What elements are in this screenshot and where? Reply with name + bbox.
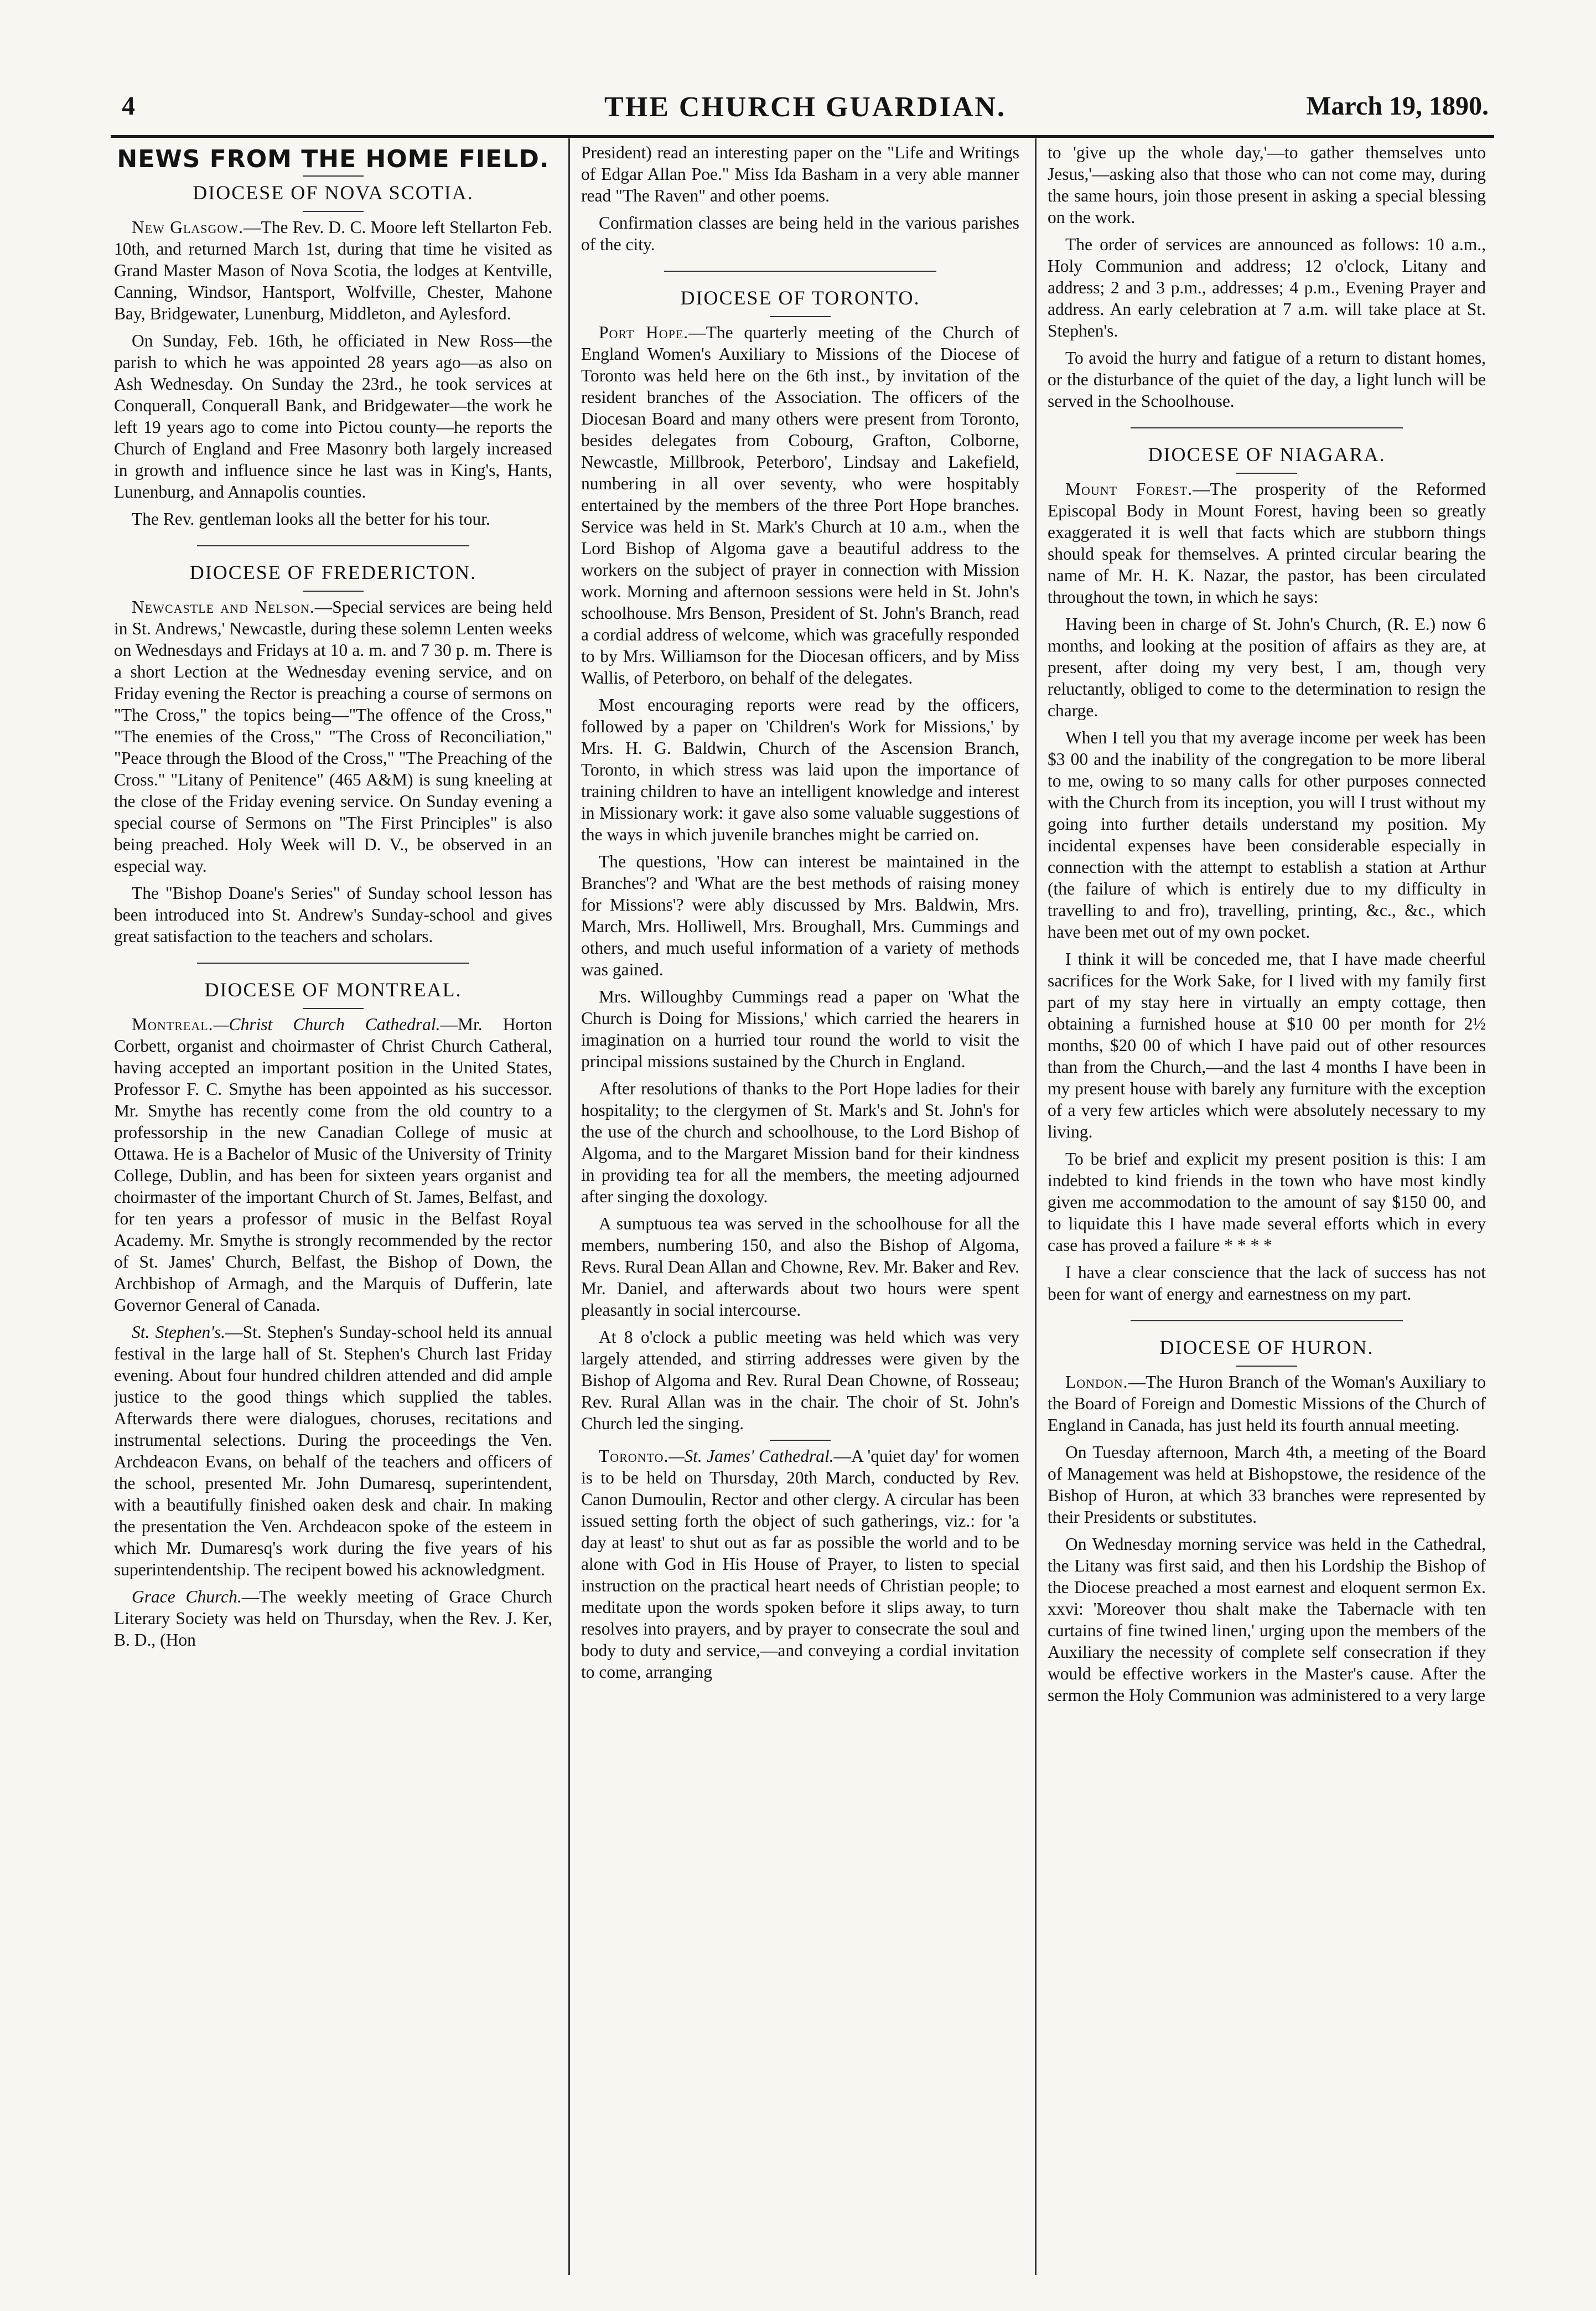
article-paragraph: At 8 o'clock a public meeting was held which was very largely attended, and stirring addresses were given by the Bishop of Algoma and Rev. Rural Dean Chowne, of Rosseau; Rev. Rural Allan was in the chair. The choir of St. John's Church led the singing. xyxy=(581,1327,1019,1433)
subheading: —Christ Church Cathedral. xyxy=(213,1015,441,1034)
article-paragraph: On Tuesday afternoon, March 4th, a meeting of the Board of Management was held at Bishopstowe, the residence of the Bishop of Huron, at which 33 branches were represented by their Presidents or substitutes. xyxy=(1048,1443,1486,1527)
article-paragraph: A sumptuous tea was served in the schoolhouse for all the members, numbering 150, and also the Bishop of Algoma, Revs. Rural Dean Allan and Chowne, Rev. Mr. Baker and Rev. Mr. Daniel, and afterwards about two hours were spent pleasantly in social intercourse. xyxy=(581,1214,1019,1320)
article-paragraph xyxy=(114,596,552,877)
page-number: 4 xyxy=(122,91,135,121)
article-paragraph: The Rev. gentleman looks all the better for his tour. xyxy=(132,509,490,529)
diocese-heading-fredericton: DIOCESE OF FREDERICTON. xyxy=(189,561,477,583)
article-paragraph xyxy=(1048,1371,1486,1436)
paragraph-text: —The prosperity of the Reformed Episcopal Body in Mount Forest, having been so greatly exaggerated it is well that facts which are stubborn things should speak for themselves. A printed circular bearing the name of Mr. H. K. Nazar, the pastor, has been circulated throughout the town, in which he says: xyxy=(1048,479,1486,607)
diocese-heading-niagara: DIOCESE OF NIAGARA. xyxy=(1148,443,1386,466)
dateline: Mount Forest. xyxy=(1065,479,1193,499)
article-paragraph: The order of services are announced as follows: 10 a.m., Holy Communion and address; 12 o'clock, Litany and address; 2 and 3 p.m., addresses; 4 p.m., Evening Prayer and address. An early celebration at 7 a.m. will take place at St. Stephen's. xyxy=(1048,235,1486,340)
dateline: Port Hope. xyxy=(599,323,689,342)
section-separator xyxy=(1131,427,1402,428)
article-paragraph: I think it will be conceded me, that I have made cheerful sacrifices for the Work Sake, for I lived with my family first part of my stay here in virtually an empty cottage, then obtaining a furnished house at $10 00 per month for 2½ months, $20 00 of which I have paid out of other resources than from the Church,—and the last 4 months I have been in my present house with barely any furniture with the exception of a very few articles which were absolutely necessary to my living. xyxy=(1048,949,1486,1141)
subheading: —St. James' Cathedral. xyxy=(669,1446,834,1466)
paragraph-text: —The Huron Branch of the Woman's Auxiliary to the Board of Foreign and Domestic Missions of the Church of England in Canada, has just held its fourth annual meeting. xyxy=(1048,1372,1486,1435)
paragraph-text: —A 'quiet day' for women is to be held on Thursday, 20th March, conducted by Rev. Canon Dumoulin, Rector and other clergy. A circular has been issued setting forth the object of such gatherings, viz.: for 'a day at least' to shut out as far as possible the world and to be alone with God in His House of Prayer, to listen to special instruction on the practical heart needs of Christian people; to meditate upon the words spoken before it slips away, to turn resolves into prayers, and by prayer to consecrate the soul and body to duty and service,—and conveying a cordial invitation to come, arranging xyxy=(581,1446,1019,1682)
paragraph-text: —The quarterly meeting of the Church of England Women's Auxiliary to Missions of the Diocese of Toronto was held here on the 6th inst., by invitation of the resident branches of the Association. The officers of the Diocesan Board and many others were present from Toronto, besides delegates from Cobourg, Grafton, Colborne, Newcastle, Millbrook, Peterboro', Lindsay and Lakefield, numbering in all over seventy, who were hospitably entertained by the members of the three Port Hope branches. Service was held in St. Mark's Church at 10 a.m., when the Lord Bishop of Algoma gave a beautiful address to the workers on the subject of prayer in connection with Mission work. Morning and afternoon sessions were held in St. John's schoolhouse. Mrs Benson, President of St. John's Branch, read a cordial address of welcome, which was gracefully responded to by Mrs. Williamson for the Diocesan officers, and by Miss Wallis, of Peterboro, on behalf of the delegates. xyxy=(581,323,1019,687)
diocese-heading-toronto: DIOCESE OF TORONTO. xyxy=(680,287,920,309)
dateline: Montreal. xyxy=(132,1015,214,1034)
paragraph-text: —Special services are being held in St. Andrews,' Newcastle, during these solemn Lenten weeks on Wednesdays and Fridays at 10 a. m. and 7 30 p. m. There is a short Lection at the Wednesday evening service, and on Friday evening the Rector is preaching a course of sermons on "The Cross," the topics being—"The offence of the Cross," "The enemies of the Cross," "The Cross of Reconciliation," "Peace through the Blood of the Cross," "The Preaching of the Cross." "Litany of Penitence" (465 A&M) is sung kneeling at the close of the Friday evening service. On Sunday evening a special course of Sermons on "The First Principles" is also being preached. Holy Week will D. V., be observed in an especial way. xyxy=(114,597,552,876)
paragraph-text: —The weekly meeting of Grace Church Literary Society was held on Thursday, when the Rev. J. Ker, B. D., (Hon xyxy=(114,1587,552,1650)
section-separator xyxy=(664,271,936,272)
article-paragraph: To be brief and explicit my present position is this: I am indebted to kind friends in the town who have most kindly given me accommodation to the amount of say $150 00, and to liquidate this I have made several efforts which in every case has proved a failure * * * * xyxy=(1048,1149,1486,1255)
article-paragraph: On Wednesday morning service was held in the Cathedral, the Litany was first said, and then his Lordship the Bishop of the Diocese preached a most earnest and eloquent sermon Ex. xxvi: 'Moreover thou shalt make the Tabernacle with ten curtains of fine twined linen,' urging upon the members of the Auxiliary the necessity of complete self consecration if they would be effective workers in the Master's cause. After the sermon the Holy Communion was administered to a very large xyxy=(1048,1534,1486,1705)
subheading: Grace Church. xyxy=(132,1587,242,1606)
article-paragraph xyxy=(581,1445,1019,1683)
section-separator xyxy=(197,963,469,964)
article-paragraph xyxy=(114,216,552,324)
divider xyxy=(303,591,364,592)
article-paragraph xyxy=(1048,478,1486,608)
divider xyxy=(770,316,831,317)
article-paragraph: On Sunday, Feb. 16th, he officiated in New Ross—the parish to which he was appointed 28 years ago—as also on Ash Wednesday. On Sunday the 23rd., he took services at Conquerall, Conquerall Bank, and Bridgewater—the work he left 19 years ago to come into Pictou county—he reports the Church of England and Free Masonry both largely increased in growth and influence since he last was in King's, Hants, Lunenburg, and Annapolis counties. xyxy=(114,331,552,502)
diocese-heading-huron: DIOCESE OF HURON. xyxy=(1159,1336,1374,1358)
diocese-heading-montreal: DIOCESE OF MONTREAL. xyxy=(204,979,462,1001)
divider xyxy=(1236,1366,1297,1367)
section-separator xyxy=(1131,1320,1402,1321)
masthead xyxy=(122,89,1489,133)
article-paragraph xyxy=(114,1014,552,1316)
article-paragraph: I have a clear conscience that the lack of success has not been for want of energy and earnestness on my part. xyxy=(1048,1263,1486,1304)
article-paragraph: to 'give up the whole day,'—to gather themselves unto Jesus,'—asking also that those who can not come may, during the same hours, join those present in asking a special blessing on the work. xyxy=(1048,143,1486,227)
paragraph-text: —Mr. Horton Corbett, organist and choirmaster of Christ Church Catheral, having accepted an important position in the United States, Professor F. C. Smythe has been appointed as his successor. Mr. Smythe has recently come from the old country to a professorship in the new Canadian College of music at Ottawa. He is a Bachelor of Music of the University of Trinity College, Dublin, and has been for sixteen years organist and choirmaster of the important Church of St. James, Belfast, and for ten years a professor of music in the Belfast Royal Academy. Mr. Smythe is strongly recommended by the rector of St. James' Church, Belfast, the Bishop of Down, the Archbishop of Armagh, and the Marquis of Dufferin, late Governor General of Canada. xyxy=(114,1015,552,1315)
divider xyxy=(303,1008,364,1009)
column-1 xyxy=(114,142,552,2278)
section-heading: NEWS FROM THE HOME FIELD. xyxy=(117,145,550,173)
article-paragraph: Mrs. Willoughby Cummings read a paper on 'What the Church is Doing for Missions,' which carried the hearers in imagination on a hurried tour round the world to visit the principal missions sustained by the Church in England. xyxy=(581,987,1019,1071)
dateline: London. xyxy=(1065,1372,1128,1392)
article-paragraph: After resolutions of thanks to the Port Hope ladies for their hospitality; to the clergymen of St. Mark's and St. John's for the use of the church and schoolhouse, to the Lord Bishop of Algoma, and to the Margaret Mission band for their kindness in providing tea for all the members, the meeting adjourned after singing the doxology. xyxy=(581,1079,1019,1206)
divider xyxy=(770,1440,831,1441)
article-paragraph: Confirmation classes are being held in the various parishes of the city. xyxy=(581,213,1019,254)
divider xyxy=(1236,473,1297,474)
article-paragraph: Having been in charge of St. John's Church, (R. E.) now 6 months, and looking at the position of affairs as they are, at present, after doing my very best, I am, though very reluctantly, obliged to come to the determination to resign the charge. xyxy=(1048,614,1486,720)
article-paragraph: The questions, 'How can interest be maintained in the Branches'? and 'What are the best methods of raising money for Missions'? were ably discussed by Mrs. Baldwin, Mrs. March, Mrs. Holliwell, Mrs. Broughall, Mrs. Cummings and others, and much useful information of a variety of methods was gained. xyxy=(581,852,1019,979)
article-paragraph: To avoid the hurry and fatigue of a return to distant homes, or the disturbance of the quiet of the day, a light lunch will be served in the Schoolhouse. xyxy=(1048,348,1486,411)
divider xyxy=(303,211,364,212)
article-paragraph xyxy=(581,322,1019,689)
dateline: Newcastle and Nelson. xyxy=(132,597,315,617)
subheading: St. Stephen's. xyxy=(132,1322,226,1342)
article-paragraph: The "Bishop Doane's Series" of Sunday school lesson has been introduced into St. Andrew's Sunday-school and gives great satisfaction to the teachers and scholars. xyxy=(114,883,552,946)
dateline: Toronto. xyxy=(599,1446,669,1466)
diocese-heading-nova-scotia: DIOCESE OF NOVA SCOTIA. xyxy=(193,182,474,204)
column-divider xyxy=(1035,138,1037,2275)
article-paragraph: When I tell you that my average income per week has been $3 00 and the inability of the congregation to be more liberal to me, owing to so many calls for other purposes connected with the Church from its inception, you will I trust without my going into further details understand my position. My incidental expenses have been considerable especially in connection with the attempt to establish a station at Arthur (the failure of which is entirely due to my difficulty in travelling to and fro), travelling, printing, &c., &c., which have been met out of my own pocket. xyxy=(1048,728,1486,942)
article-paragraph: President) read an interesting paper on the "Life and Writings of Edgar Allan Poe." Miss Ida Basham in a very able manner read "The Raven" and other poems. xyxy=(581,143,1019,205)
divider xyxy=(303,175,364,177)
article-paragraph: Most encouraging reports were read by the officers, followed by a paper on 'Children's Work for Missions,' by Mrs. H. G. Baldwin, Church of the Ascension Branch, Toronto, in which stress was laid upon the importance of training children to have an intelligent knowledge and interest in Missionary work: it gave also some valuable suggestions of the ways in which juvenile branches might be carried on. xyxy=(581,695,1019,844)
header-rule xyxy=(111,135,1494,138)
paper-title: THE CHURCH GUARDIAN. xyxy=(604,91,1006,123)
paragraph-text: —The Rev. D. C. Moore left Stellarton Feb. 10th, and returned March 1st, during that time he visited as Grand Master Mason of Nova Scotia, the lodges at Kentville, Canning, Windsor, Hantsport, Wolfville, Chester, Mahone Bay, Bridgewater, Lunenburg, Middleton, and Aylesford. xyxy=(114,218,552,323)
paragraph-text: —St. Stephen's Sunday-school held its annual festival in the large hall of St. Stephen's Church last Friday evening. About four hundred children attended and did ample justice to the good things which supplied the tables. Afterwards there were dialogues, choruses, recitations and instrumental selections. During the proceedings the Ven. Archdeacon Evans, on behalf of the teachers and officers of the school, presented Mr. John Dumaresq, superintendent, with a beautifully finished oaken desk and chair. In making the presentation the Ven. Archdeacon spoke of the esteem in which Mr. Dumaresq's work during the five years of his superintendentship. The recipent bowed his acknowledgment. xyxy=(114,1322,552,1579)
column-2 xyxy=(581,142,1019,2278)
column-divider xyxy=(568,138,570,2275)
issue-date: March 19, 1890. xyxy=(1306,91,1489,121)
dateline: New Glasgow. xyxy=(132,218,243,237)
article-paragraph xyxy=(114,1321,552,1580)
section-separator xyxy=(197,545,469,546)
article-paragraph xyxy=(114,1586,552,1651)
column-3 xyxy=(1048,142,1486,2278)
